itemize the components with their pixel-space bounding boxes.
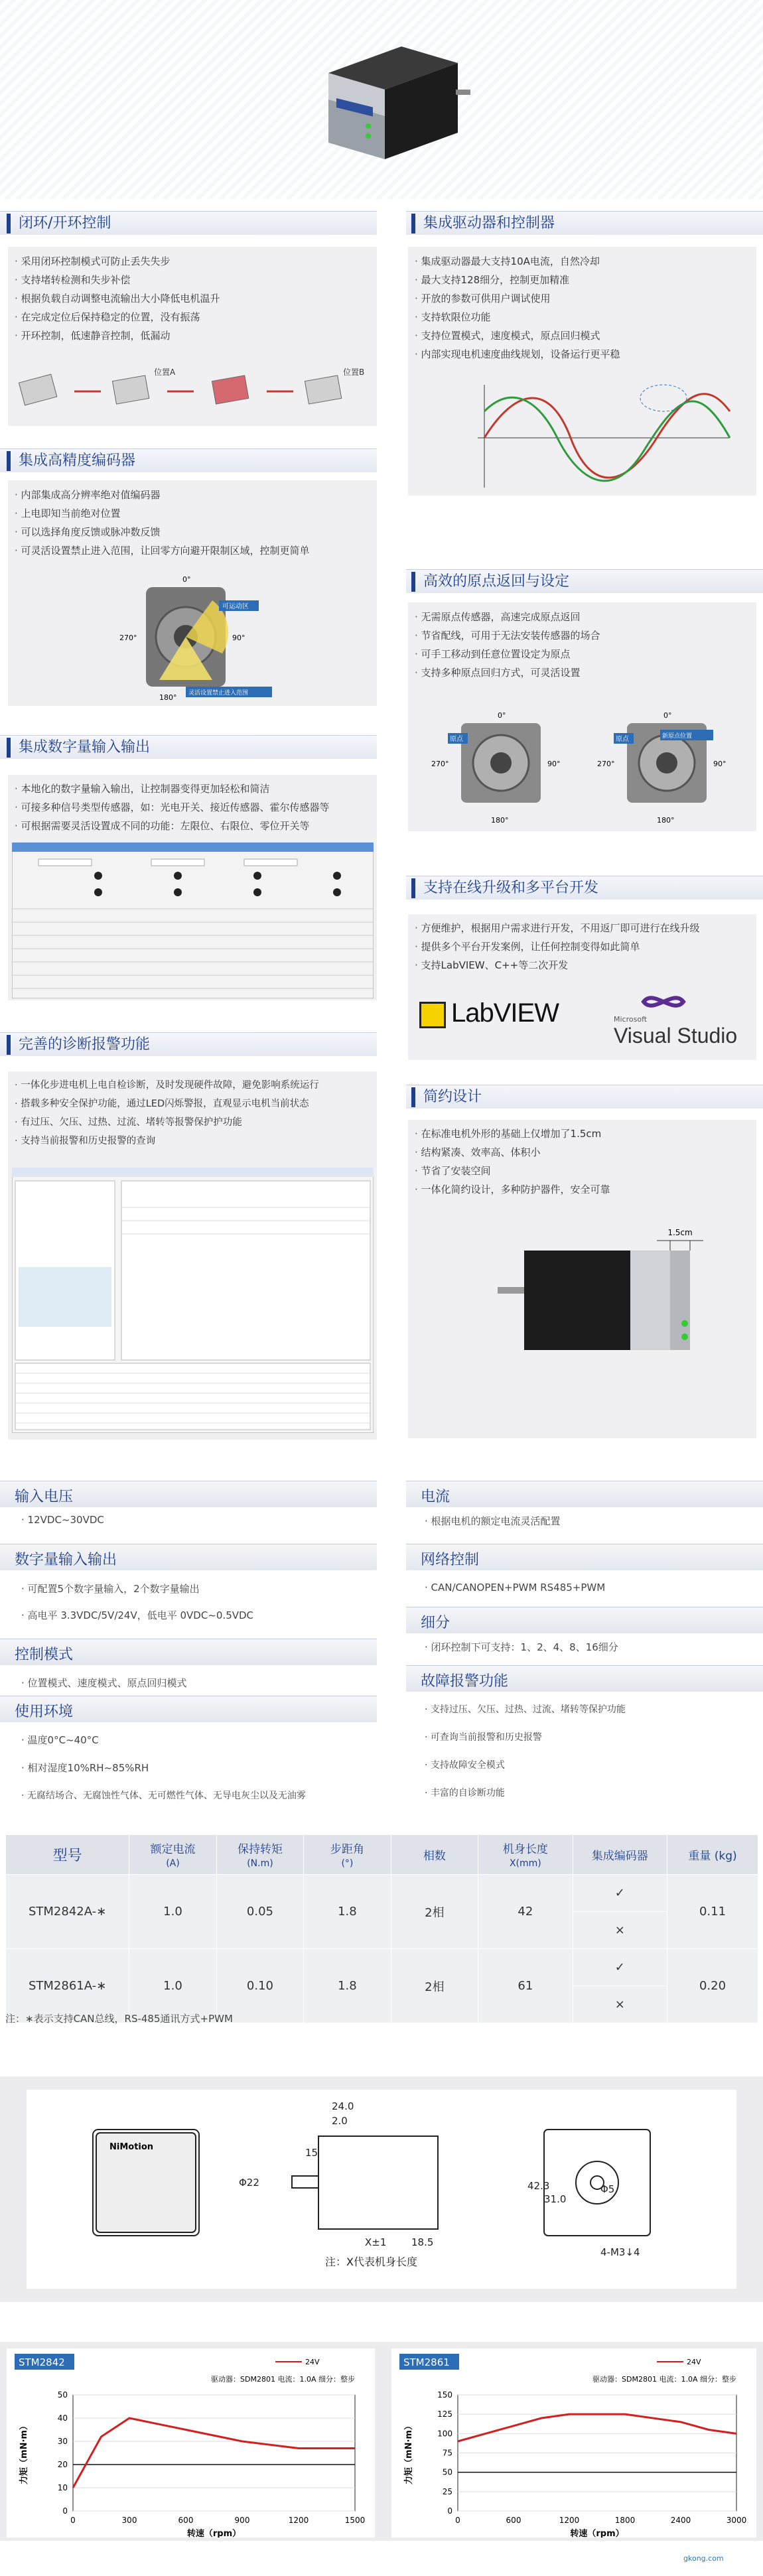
- x-tick-label: 900: [234, 2516, 250, 2525]
- svg-text:X±1: X±1: [365, 2236, 387, 2248]
- x-tick-label: 3000: [726, 2516, 747, 2525]
- diagnosis-list: · 一体化步进电机上电自检诊断，及时发现硬件故障，避免影响系统运行 · 搭载多种安全保护功能，通过LED闪烁警报，直观显示电机当前状态 · 有过压、欠压、过热、过流、堵转等报警保护护功能 · 支持当前报警和历史报警的查询: [15, 1076, 376, 1150]
- series-line-24v: [73, 2418, 355, 2488]
- y-tick-label: 40: [57, 2413, 68, 2423]
- svg-text:新原点位置: 新原点位置: [662, 733, 693, 740]
- homing-figure: [421, 697, 750, 829]
- spec-item: · 温度0°C~40°C: [21, 1733, 99, 1747]
- x-tick-label: 1200: [559, 2516, 580, 2525]
- spec-header: 数字量输入输出: [0, 1544, 377, 1570]
- x-tick-label: 0: [70, 2516, 76, 2525]
- digital-io-title: 集成数字量输入输出: [7, 738, 150, 758]
- legend-label: 24V: [687, 2358, 701, 2366]
- svg-text:Φ22: Φ22: [239, 2177, 259, 2189]
- microsoft-label: Microsoft: [614, 1015, 648, 1024]
- x-axis-label: 转速（rpm）: [570, 2529, 624, 2538]
- upgrade-title: 支持在线升级和多平台开发: [411, 878, 598, 898]
- spec-header: 控制模式: [0, 1639, 377, 1665]
- y-tick-label: 100: [437, 2429, 452, 2439]
- svg-text:270°: 270°: [431, 760, 449, 768]
- labview-logo: LabVIEW: [451, 998, 559, 1028]
- spec-header: 网络控制: [406, 1544, 763, 1570]
- integrated-list: · 集成驱动器最大支持10A电流，自然冷却 · 最大支持128细分，控制更加精准 · 开放的参数可供用户调试使用 · 支持软限位功能 · 支持位置模式，速度模式，原点回归模式 · 内部实现电机速度曲线规划，设备运行更平稳: [415, 252, 753, 364]
- drawing-note: 注：X代表机身长度: [325, 2256, 417, 2268]
- chart-title: STM2842: [19, 2356, 65, 2368]
- fig-label-b: 位置B: [343, 368, 365, 377]
- visual-studio-logo: Visual Studio: [614, 1024, 738, 1048]
- chart-1-box: [7, 2348, 375, 2538]
- svg-text:2.0: 2.0: [332, 2115, 348, 2127]
- closed-loop-figure: [15, 358, 373, 418]
- spec-item: · 位置模式、速度模式、原点回归模式: [21, 1676, 187, 1690]
- diagnosis-title: 完善的诊断报警功能: [7, 1035, 150, 1055]
- x-tick-label: 1800: [614, 2516, 636, 2525]
- compact-list: · 在标准电机外形的基础上仅增加了1.5cm · 结构紧凑、效率高、体积小 · 节省了安装空间 · 一体化简约设计，多种防护器件，安全可靠: [415, 1124, 753, 1199]
- torque-chart-stm2861: [391, 2348, 756, 2538]
- spec-item: · 相对湿度10%RH~85%RH: [21, 1761, 149, 1775]
- svg-text:15: 15: [305, 2147, 318, 2159]
- x-tick-label: 600: [178, 2516, 194, 2525]
- homing-list: · 无需原点传感器，高速完成原点返回 · 节省配线，可用于无法安装传感器的场合 · 可手工移动到任意位置设定为原点 · 支持多种原点回归方式，可灵活设置: [415, 608, 753, 682]
- svg-text:18.5: 18.5: [411, 2236, 434, 2248]
- diagnosis-screenshot: [12, 1168, 374, 1433]
- spec-item: · 可查询当前报警和历史报警: [425, 1730, 542, 1743]
- model-table: 型号 额定电流 (A) 保持转矩 (N.m) 步距角 (°) 相数 机身长度 X(mm) 集成编码器 重量 (kg) STM2842A-∗ 1.0 0.05 1.8 2相 42 ✓ 0.11 × STM2861A-∗ 1.0 0.10 1.8 2相 61 ✓ 0.20 ×: [5, 1834, 758, 2023]
- svg-text:42.3: 42.3: [527, 2180, 550, 2192]
- compact-title: 简约设计: [411, 1087, 482, 1107]
- y-tick-label: 20: [57, 2460, 68, 2469]
- closed-loop-list: · 采用闭环控制模式可防止丢失失步 · 支持堵转检测和失步补偿 · 根据负载自动调整电流输出大小降低电机温升 · 在完成定位后保持稳定的位置，没有振荡 · 开环控制，低速静音控制，低漏动: [15, 252, 373, 345]
- svg-text:90°: 90°: [713, 760, 727, 768]
- homing-title: 高效的原点返回与设定: [411, 572, 569, 592]
- spec-header: 细分: [406, 1607, 763, 1633]
- labview-icon: [419, 1002, 446, 1028]
- svg-text:180°: 180°: [491, 816, 509, 825]
- x-tick-label: 1500: [344, 2516, 366, 2525]
- spec-header: 使用环境: [0, 1696, 377, 1722]
- hero-banner: [0, 0, 763, 199]
- watermark: gkong.com: [683, 2554, 724, 2563]
- x-tick-label: 300: [121, 2516, 137, 2525]
- table-row: STM2861A-∗ 1.0 0.10 1.8 2相 61 ✓ 0.20: [6, 1949, 758, 1986]
- chart-subtitle: 驱动器：SDM2801 电流：1.0A 细分：整步: [592, 2375, 736, 2384]
- encoder-figure: [119, 574, 292, 703]
- y-axis-label: 力矩（mN·m）: [19, 2421, 29, 2484]
- encoder-list: · 内部集成高分辨率绝对值编码器 · 上电即知当前绝对位置 · 可以选择角度反馈或脉冲数反馈 · 可灵活设置禁止进入范围，让回零方向避开限制区域，控制更简单: [15, 486, 373, 560]
- spec-item: · 根据电机的额定电流灵活配置: [425, 1514, 561, 1528]
- svg-text:270°: 270°: [597, 760, 615, 768]
- visual-studio-icon: [640, 988, 687, 1015]
- svg-text:24.0: 24.0: [332, 2100, 354, 2112]
- svg-text:灵活设置禁止进入范围: 灵活设置禁止进入范围: [188, 690, 249, 697]
- y-tick-label: 150: [437, 2390, 452, 2400]
- spec-item: · 高电平 3.3VDC/5V/24V，低电平 0VDC~0.5VDC: [21, 1608, 253, 1622]
- y-tick-label: 50: [57, 2390, 68, 2400]
- svg-text:180°: 180°: [657, 816, 675, 825]
- fig-label-a: 位置A: [154, 368, 176, 377]
- digital-io-list: · 本地化的数字量输入输出，让控制器变得更加轻松和简洁 · 可接多种信号类型传感器，如：光电开关、接近传感器、霍尔传感器等 · 可根据需要灵活设置成不同的功能：左限位、右限位、零位开关等: [15, 780, 373, 835]
- y-tick-label: 0: [62, 2506, 68, 2516]
- spec-header: 电流: [406, 1481, 763, 1507]
- sine-wave-figure: [464, 372, 743, 491]
- y-tick-label: 0: [447, 2506, 452, 2516]
- y-tick-label: 10: [57, 2483, 68, 2492]
- spec-item: · 12VDC~30VDC: [21, 1514, 104, 1526]
- table-row: STM2842A-∗ 1.0 0.05 1.8 2相 42 ✓ 0.11: [6, 1875, 758, 1912]
- motor-product-image: [302, 27, 474, 179]
- svg-text:180°: 180°: [159, 693, 177, 702]
- torque-chart-stm2842: [7, 2348, 375, 2538]
- legend-label: 24V: [305, 2358, 320, 2366]
- svg-text:90°: 90°: [547, 760, 561, 768]
- spec-item: · 丰富的自诊断功能: [425, 1786, 505, 1799]
- compact-motor-figure: [491, 1221, 750, 1373]
- table-note: 注：∗表示支持CAN总线，RS-485通讯方式+PWM: [5, 2013, 233, 2025]
- y-tick-label: 25: [442, 2486, 452, 2496]
- dimension-drawing: [40, 2096, 723, 2282]
- spec-item: · CAN/CANOPEN+PWM RS485+PWM: [425, 1582, 605, 1593]
- drawing-label: NiMotion: [109, 2142, 154, 2152]
- svg-text:0°: 0°: [663, 711, 672, 720]
- spec-item: · 支持故障安全模式: [425, 1758, 505, 1771]
- x-tick-label: 2400: [670, 2516, 691, 2525]
- svg-text:90°: 90°: [232, 634, 245, 642]
- spec-header: 输入电压: [0, 1481, 377, 1507]
- closed-loop-title: 闭环/开环控制: [7, 214, 111, 234]
- spec-item: · 可配置5个数字量输入，2个数字量输出: [21, 1582, 200, 1595]
- svg-text:原点: 原点: [450, 736, 463, 743]
- x-tick-label: 1200: [288, 2516, 309, 2525]
- svg-text:0°: 0°: [498, 711, 506, 720]
- y-tick-label: 125: [437, 2409, 452, 2419]
- y-tick-label: 50: [442, 2467, 452, 2477]
- chart-subtitle: 驱动器：SDM2801 电流：1.0A 细分：整步: [211, 2375, 355, 2384]
- x-tick-label: 600: [506, 2516, 521, 2525]
- spec-header: 故障报警功能: [406, 1665, 763, 1692]
- svg-text:4-M3↓4: 4-M3↓4: [600, 2246, 640, 2258]
- spec-item: · 无腐结场合、无腐蚀性气体、无可燃性气体、无导电灰尘以及无油雾: [21, 1789, 306, 1802]
- dim-1-5cm: 1.5cm: [667, 1228, 693, 1237]
- upgrade-list: · 方便维护，根据用户需求进行开发，不用返厂即可进行在线升级 · 提供多个平台开发案例，让任何控制变得如此简单 · 支持LabVIEW、C++等二次开发: [415, 919, 753, 975]
- io-config-screenshot: [12, 843, 374, 998]
- svg-text:31.0: 31.0: [544, 2193, 567, 2205]
- svg-text:可运动区: 可运动区: [222, 603, 249, 610]
- svg-text:0°: 0°: [182, 575, 191, 584]
- svg-text:270°: 270°: [119, 634, 137, 642]
- y-axis-label: 力矩（mN·m）: [404, 2421, 414, 2484]
- svg-text:Φ5: Φ5: [600, 2183, 615, 2195]
- spec-item: · 支持过压、欠压、过热、过流、堵转等保护功能: [425, 1702, 626, 1716]
- plot-frame: [73, 2395, 355, 2511]
- x-tick-label: 0: [455, 2516, 460, 2525]
- chart-title: STM2861: [403, 2356, 450, 2368]
- integrated-title: 集成驱动器和控制器: [411, 214, 555, 234]
- x-axis-label: 转速（rpm）: [186, 2529, 242, 2538]
- encoder-title: 集成高精度编码器: [7, 451, 135, 471]
- spec-item: · 闭环控制下可支持：1、2、4、8、16细分: [425, 1640, 618, 1654]
- y-tick-label: 30: [57, 2437, 68, 2446]
- chart-2-box: [391, 2348, 756, 2538]
- y-tick-label: 75: [442, 2448, 452, 2458]
- svg-text:原点: 原点: [616, 736, 629, 743]
- series-line-24v: [458, 2414, 736, 2441]
